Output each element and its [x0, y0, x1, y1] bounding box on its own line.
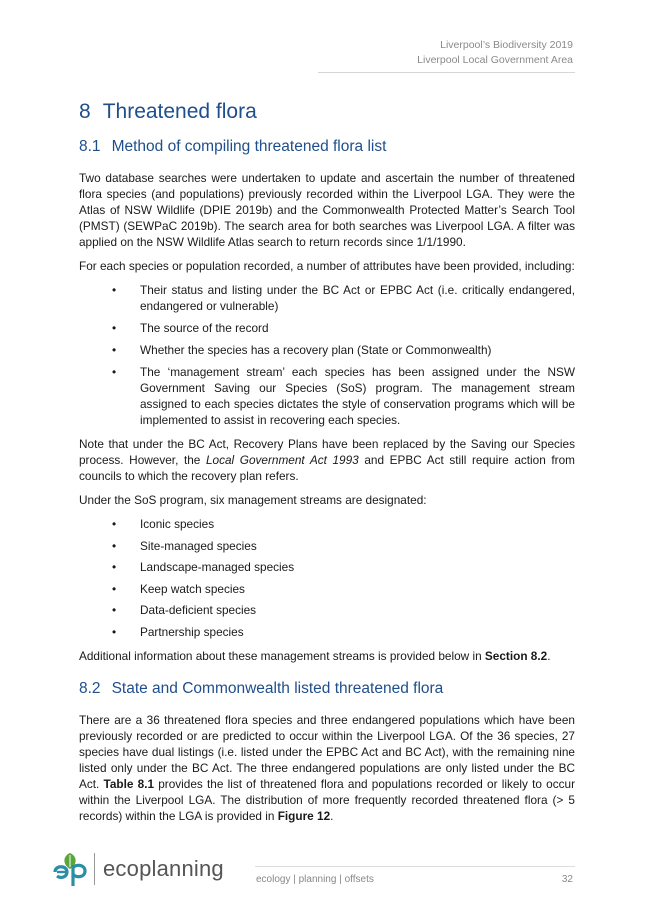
header-report-title: Liverpool’s Biodiversity 2019 — [440, 39, 573, 51]
list-item: • Landscape-managed species — [79, 559, 575, 575]
list-item: • The ‘management stream’ each species has been assigned under the NSW Government Saving our Species (SoS) program. The management stream assigned to each species dictates the style of conservation programs which will be implemented to assist in recovering each species. — [79, 364, 575, 428]
chapter-title: Threatened flora — [102, 100, 257, 123]
text-run: Note that under the BC Act, Recovery Plans have been replaced by the Saving our Species process. However, the — [79, 437, 575, 467]
list-item: • Site-managed species — [79, 538, 575, 554]
paragraph-additional-info — [79, 648, 575, 664]
chapter-number: 8 — [79, 100, 91, 123]
management-streams-list — [79, 516, 575, 640]
page-number: 32 — [561, 874, 573, 885]
section-reference[interactable]: Section 8.2 — [484, 648, 548, 663]
chapter-heading — [79, 98, 575, 126]
list-item: • Data-deficient species — [79, 602, 575, 618]
list-item: • Keep watch species — [79, 581, 575, 597]
paragraph-sos-intro: Under the SoS program, six management streams are designated: — [79, 493, 427, 507]
header-area: Liverpool Local Government Area — [417, 54, 573, 66]
footer-rule — [255, 866, 575, 867]
text-run: There are a 36 threatened flora species and three endangered populations which have been previously recorded or are predicted to occur within the Liverpool LGA. Of the 36 species, 27 species have dual listings (i.e. listed under the EPBC Act and BC Act), with the remaining nine listed only under the BC Act. The three endangered populations are only listed under the BC Act. — [79, 712, 575, 791]
text-run: . — [547, 648, 551, 663]
list-item: • Iconic species — [79, 516, 575, 532]
list-item: • Whether the species has a recovery plan (State or Commonwealth) — [79, 342, 575, 358]
list-item: • Their status and listing under the BC Act or EPBC Act (i.e. critically endangered, endangered or vulnerable) — [79, 282, 575, 314]
paragraph-listed-flora — [79, 712, 575, 824]
section-title: State and Commonwealth listed threatened flora — [111, 679, 444, 697]
section-title: Method of compiling threatened flora list — [111, 138, 387, 155]
page-content — [79, 98, 575, 832]
text-run: provides the list of threatened flora and populations recorded or likely to occur within the Liverpool LGA. The distribution of more frequently recorded threatened flora (> 5 records) within the LGA is provided in — [79, 776, 575, 823]
footer-tagline: ecology | planning | offsets — [256, 874, 374, 885]
running-header — [417, 38, 573, 68]
paragraph-attributes-intro: For each species or population recorded, a number of attributes have been provided, including: — [79, 259, 575, 273]
paragraph-database-searches: Two database searches were undertaken to update and ascertain the number of threatened flora species (and populations) previously recorded within the Liverpool LGA. They were the Atlas of NSW Wildlife (DPIE 2019b) and the Commonwealth Protected Matter’s Search Tool (PMST) (SEWPaC 2019b). The search area for both searches was Liverpool LGA. A filter was applied on the NSW Wildlife Atlas search to return records since 1/1/1990. — [79, 171, 575, 249]
logo-divider — [94, 853, 95, 885]
list-item: • The source of the record — [79, 320, 575, 336]
text-run: Additional information about these management streams is provided below in — [79, 648, 485, 663]
logo-wordmark: ecoplanning — [103, 856, 224, 881]
section-number: 8.1 — [79, 138, 101, 155]
text-run: and EPBC Act still require action from councils to which the recovery plan refers. — [79, 453, 575, 483]
section-number: 8.2 — [79, 679, 101, 697]
table-reference[interactable]: Table 8.1 — [103, 776, 155, 791]
act-title: Local Government Act 1993 — [205, 453, 359, 467]
ecoplanning-leaf-logo-icon — [52, 850, 88, 888]
ecoplanning-logo — [52, 850, 224, 888]
section-heading-8-1 — [79, 136, 575, 158]
header-rule — [318, 72, 575, 73]
figure-reference[interactable]: Figure 12 — [277, 808, 331, 823]
section-heading-8-2 — [79, 678, 575, 700]
text-run: . — [330, 808, 334, 823]
paragraph-recovery-plans — [79, 436, 575, 484]
attributes-list — [79, 282, 575, 428]
list-item: • Partnership species — [79, 624, 575, 640]
